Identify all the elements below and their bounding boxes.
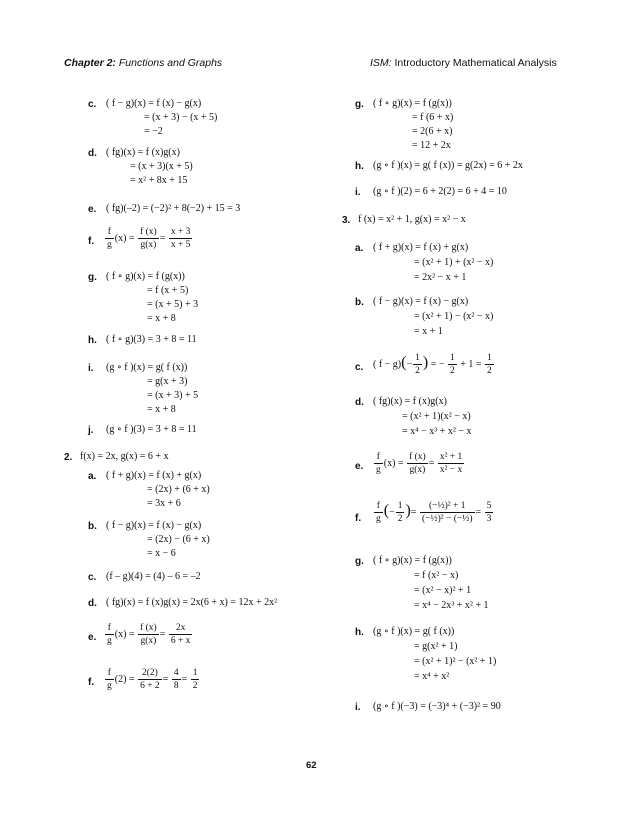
equation-line: (g ∘ f )(3) = 3 + 8 = 11 xyxy=(106,424,197,435)
paren: ) xyxy=(405,501,411,519)
item-label: g. xyxy=(355,99,364,110)
equation-line: = f (6 + x) xyxy=(412,112,454,123)
equals-sign: = xyxy=(475,506,482,518)
fraction-denominator: 6 + x xyxy=(170,636,191,646)
equation-line: = x + 1 xyxy=(414,326,443,337)
fraction-numerator: 1 xyxy=(397,501,403,511)
fraction-denominator: g(x) xyxy=(409,465,426,475)
paren: ( xyxy=(383,501,390,519)
equation-line: = 2(6 + x) xyxy=(412,126,453,137)
equation-line: (g ∘ f )(x) = g( f (x)) xyxy=(373,626,455,637)
fraction-numerator: 1 xyxy=(449,353,455,363)
equation-line: = x + 8 xyxy=(147,404,176,415)
paren: ) xyxy=(422,353,429,371)
equation-line: ( fg)(–2) = (−2)² + 8(−2) + 15 = 3 xyxy=(106,203,241,214)
fraction-equation: $\frac{f}{g}$ (− $\frac{1}{2}$ )= $\frac{\text{(−½)² + 1}}{\text{(−½)² − (−½)}}$ = $\frac{5}{3}$ xyxy=(376,501,492,524)
fraction-numerator: 2x xyxy=(169,622,193,635)
fraction xyxy=(138,226,159,251)
fraction-denominator: (−½)² − (−½) xyxy=(421,514,473,524)
equals-sign: = xyxy=(181,673,188,685)
equation-line: ( f + g)(x) = f (x) + g(x) xyxy=(106,470,202,481)
fraction xyxy=(169,622,193,647)
fraction xyxy=(169,226,193,251)
equation-line: = x⁴ + x² xyxy=(414,671,450,682)
page-number: 62 xyxy=(306,760,317,771)
equation-line: = 2x² − x + 1 xyxy=(414,272,467,283)
equation-line: ( f ∘ g)(x) = f (g(x)) xyxy=(373,98,452,109)
fraction-numerator: x + 3 xyxy=(170,227,191,237)
chapter-header xyxy=(64,57,222,69)
item-label: e. xyxy=(88,204,97,215)
fraction xyxy=(105,667,114,692)
fraction-numerator: 4 xyxy=(173,668,179,678)
equation-line: (g ∘ f )(2) = 6 + 2(2) = 6 + 4 = 10 xyxy=(373,186,507,197)
equation-line: = −2 xyxy=(144,126,163,137)
fraction-denominator: 8 xyxy=(173,681,179,691)
item-label: i. xyxy=(355,187,361,198)
fraction-numerator: f xyxy=(374,451,383,464)
item-label: a. xyxy=(355,243,364,254)
fraction-numerator: 1 xyxy=(192,668,198,678)
item-label: h. xyxy=(355,161,364,172)
equation-line: ( f − g)(x) = f (x) − g(x) xyxy=(373,296,469,307)
fraction xyxy=(407,451,428,476)
fraction-numerator: 2(2) xyxy=(138,667,162,680)
fraction-numerator: f xyxy=(374,500,383,513)
item-label: c. xyxy=(88,572,97,583)
equals-sign: = xyxy=(159,232,166,244)
fraction-denominator: g(x) xyxy=(140,636,157,646)
fraction xyxy=(172,667,181,692)
item-label: b. xyxy=(355,297,364,308)
equation-line: ( f − g)(x) = f (x) − g(x) xyxy=(106,98,202,109)
equation-line: = (x² + 1)² − (x² + 1) xyxy=(414,656,497,667)
fraction-numerator: f xyxy=(105,226,114,239)
fraction xyxy=(138,622,159,647)
problem-statement: f (x) = x² + 1, g(x) = x² − x xyxy=(358,214,466,225)
equation-text: ( f − g) xyxy=(373,358,402,370)
equation-line: = 3x + 6 xyxy=(147,498,181,509)
book-header xyxy=(370,57,557,69)
fraction xyxy=(420,500,475,525)
paren: ( xyxy=(401,353,407,371)
equation-line: = (x + 3)(x + 5) xyxy=(130,161,193,172)
equals-sign: = xyxy=(162,673,169,685)
book-title: Introductory Mathematical Analysis xyxy=(394,57,557,69)
equation-line: = (x² − x)² + 1 xyxy=(414,585,472,596)
equation-line: = x + 8 xyxy=(147,313,176,324)
item-label: c. xyxy=(88,99,97,110)
equation-line: ( fg)(x) = f (x)g(x) xyxy=(373,396,447,407)
item-label: f. xyxy=(88,236,95,247)
fraction-numerator: f (x) xyxy=(140,227,157,237)
chapter-label: Chapter 2: xyxy=(64,57,116,69)
fraction xyxy=(138,667,162,692)
equation-line: ( f − g)(x) = f (x) − g(x) xyxy=(106,520,202,531)
fraction xyxy=(396,500,405,525)
item-label: a. xyxy=(88,471,97,482)
problem-statement: f(x) = 2x, g(x) = 6 + x xyxy=(80,451,169,462)
equation-text: = − xyxy=(430,358,445,370)
equals-sign: = xyxy=(159,628,166,640)
fraction-denominator: g xyxy=(107,636,112,646)
fraction xyxy=(374,451,383,476)
fraction-numerator: f xyxy=(105,667,114,680)
fraction-denominator: 6 + 2 xyxy=(140,681,160,691)
fraction-denominator: g xyxy=(376,465,381,475)
fraction-equation xyxy=(104,622,193,647)
fraction-denominator: 3 xyxy=(486,514,492,524)
equation-text: (x) = xyxy=(114,628,135,640)
equation-text: (2) = xyxy=(114,673,135,685)
equation-line: ( fg)(x) = f (x)g(x) = 2x(6 + x) = 12x + 2x² xyxy=(106,597,278,608)
item-label: i. xyxy=(88,363,94,374)
fraction-numerator: f (x) xyxy=(409,452,426,462)
fraction-denominator: x² − x xyxy=(439,465,463,475)
equation-line: = x − 6 xyxy=(147,548,176,559)
chapter-title: Functions and Graphs xyxy=(118,57,223,69)
equation-line: = (x + 3) + 5 xyxy=(147,390,199,401)
fraction xyxy=(448,352,457,377)
equation-line: = (2x) + (6 + x) xyxy=(147,484,210,495)
item-label: d. xyxy=(88,148,97,159)
equation-line: (g ∘ f )(x) = g( f (x)) = g(2x) = 6 + 2x xyxy=(373,160,523,171)
equation-line: = f (x + 5) xyxy=(147,285,189,296)
equation-line: = x⁴ − x³ + x² − x xyxy=(402,426,472,437)
item-label: g. xyxy=(88,272,97,283)
equation-line: = f (x² − x) xyxy=(414,570,459,581)
equation-line: = 12 + 2x xyxy=(412,140,451,151)
equation-line: (f – g)(4) = (4) – 6 = –2 xyxy=(106,571,201,582)
equation-text: (x) = xyxy=(114,232,135,244)
item-label: e. xyxy=(355,461,364,472)
equation-line: = g(x² + 1) xyxy=(414,641,458,652)
fraction xyxy=(413,352,422,377)
fraction-denominator: x + 5 xyxy=(170,240,191,250)
item-label: g. xyxy=(355,556,364,567)
fraction xyxy=(105,622,114,647)
problem-number: 3. xyxy=(342,215,351,226)
problem-number: 2. xyxy=(64,452,73,463)
item-label: d. xyxy=(355,397,364,408)
equation-line: ( f + g)(x) = f (x) + g(x) xyxy=(373,242,469,253)
fraction-denominator: g xyxy=(107,240,112,250)
fraction-denominator: 2 xyxy=(397,514,403,524)
fraction-denominator: 2 xyxy=(487,366,492,376)
equation-line: ( fg)(x) = f (x)g(x) xyxy=(106,147,180,158)
fraction-numerator: 1 xyxy=(487,353,492,363)
fraction-numerator: 1 xyxy=(415,353,420,363)
fraction-numerator: f xyxy=(105,622,114,635)
fraction-denominator: 2 xyxy=(449,366,455,376)
fraction-numerator: f (x) xyxy=(140,623,157,633)
fraction-denominator: g xyxy=(107,681,112,691)
equation-line: ( f ∘ g)(3) = 3 + 8 = 11 xyxy=(106,334,197,345)
fraction xyxy=(374,500,383,525)
ism-label: ISM: xyxy=(370,57,392,69)
equation-line: = (x + 3) − (x + 5) xyxy=(144,112,218,123)
item-label: c. xyxy=(355,362,364,373)
item-label: f. xyxy=(355,513,362,524)
item-label: i. xyxy=(355,702,361,713)
equation-line: = x⁴ − 2x³ + x² + 1 xyxy=(414,600,489,611)
equation-line: ( f ∘ g)(x) = f (g(x)) xyxy=(106,271,185,282)
equation-text: + 1 = xyxy=(460,358,482,370)
fraction-equation xyxy=(373,451,465,476)
fraction-equation xyxy=(104,226,193,251)
equation-line: = (x² + 1) − (x² − x) xyxy=(414,311,494,322)
item-label: j. xyxy=(88,425,94,436)
equation-line: (g ∘ f )(x) = g( f (x)) xyxy=(106,362,188,373)
item-label: b. xyxy=(88,521,97,532)
fraction-numerator: x² + 1 xyxy=(439,452,463,462)
fraction-denominator: 2 xyxy=(415,366,420,376)
fraction-denominator: g xyxy=(376,514,381,524)
fraction-numerator: 5 xyxy=(486,501,492,511)
equation-line: = x² + 8x + 15 xyxy=(130,175,188,186)
item-label: h. xyxy=(88,335,97,346)
fraction xyxy=(485,352,494,377)
fraction-denominator: 2 xyxy=(192,681,198,691)
item-label: f. xyxy=(88,677,95,688)
fraction-numerator: (−½)² + 1 xyxy=(420,500,475,513)
fraction xyxy=(485,500,494,525)
item-label: h. xyxy=(355,627,364,638)
fraction-denominator: g(x) xyxy=(140,240,157,250)
equals-sign: = xyxy=(428,457,435,469)
equation-line: (g ∘ f )(−3) = (−3)⁴ + (−3)² = 90 xyxy=(373,701,501,712)
equation-line: = (x² + 1)(x² − x) xyxy=(402,411,471,422)
fraction-equation: ( f − g)(− $\frac{1}{2}$ ) = − $\frac{1}{2}$ + 1 = $\frac{1}{2}$ xyxy=(373,353,492,376)
equation-line: = g(x + 3) xyxy=(147,376,188,387)
fraction xyxy=(105,226,114,251)
item-label: e. xyxy=(88,632,97,643)
item-label: d. xyxy=(88,598,97,609)
fraction xyxy=(438,451,464,476)
equation-line: = (2x) − (6 + x) xyxy=(147,534,210,545)
equation-line: ( f ∘ g)(x) = f (g(x)) xyxy=(373,555,452,566)
fraction xyxy=(191,667,200,692)
equation-line: = (x + 5) + 3 xyxy=(147,299,199,310)
fraction-equation xyxy=(104,667,200,692)
equation-line: = (x² + 1) + (x² − x) xyxy=(414,257,494,268)
equation-text: (x) = xyxy=(383,457,404,469)
